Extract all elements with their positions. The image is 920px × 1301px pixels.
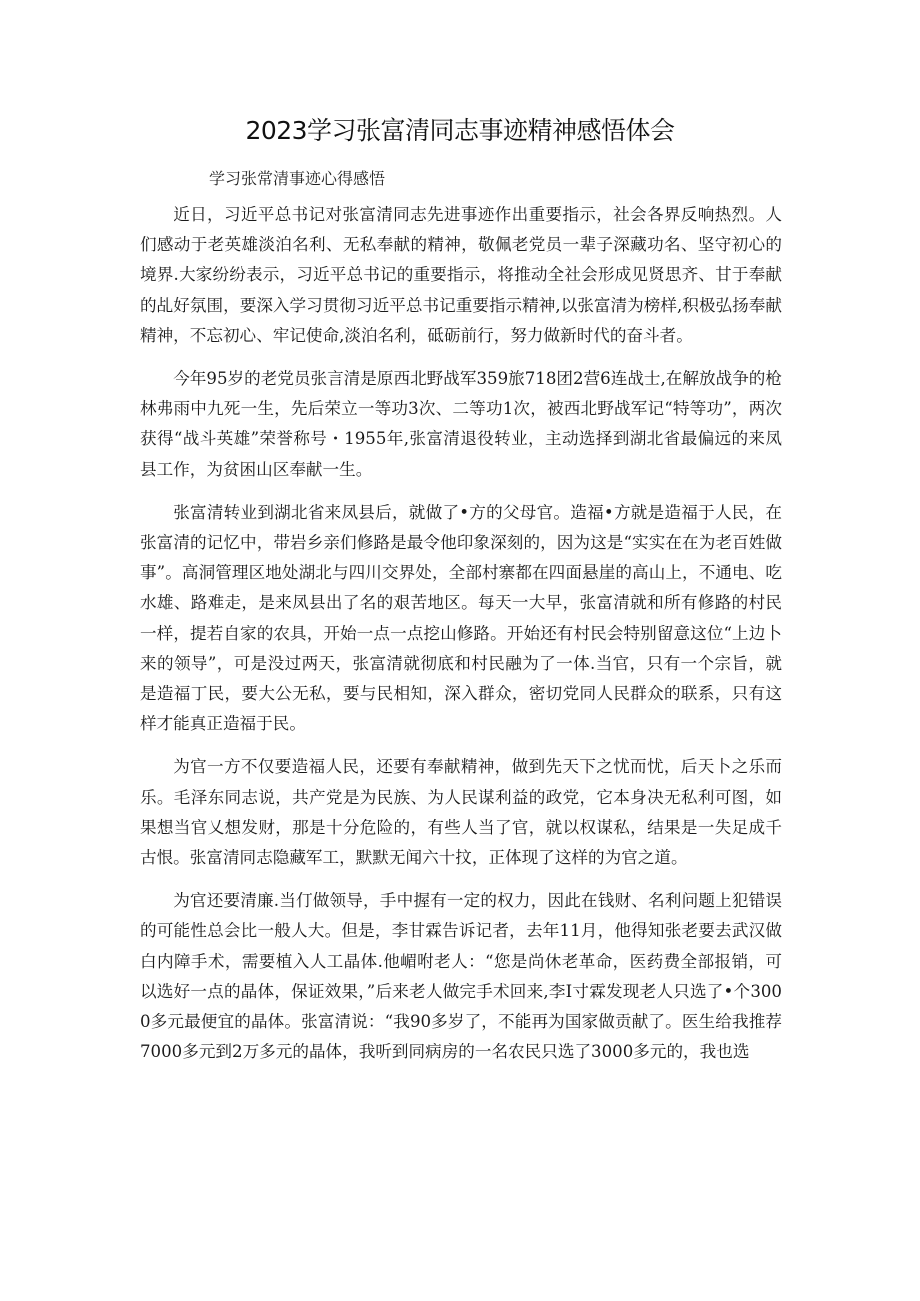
document-body	[140, 200, 782, 1080]
paragraph: 为官还要清廉.当仃做领导，手中握有一定的权力，因此在钱财、名利问题上犯错误的可能性总会比一般人大。但是，李甘霖告诉记者，去年11月，他得知张老要去武汉做白内障手术，需要植入人工晶体.他嵋咐老人：“您是尚休老革命，医药费全部报销，可以选好一点的晶体，保证效果，”后来老人做完手术回来,李I寸霖发现老人只选了•个3000多元最便宜的晶体。张富清说：“我90多岁了，不能再为国家做贡献了。医生给我推荐7000多元到2万多元的晶体，我听到同病房的一名农民只选了3000多元的，我也选	[140, 891, 782, 1062]
paragraph: 近日，习近平总书记对张富清同志先进事迹作出重要指示，社会各界反响热烈。人们感动于老英雄淡泊名利、无私奉献的精神，敬佩老党员一辈子深藏功名、坚守初心的境界.大家纷纷表示，习近平总书记的重要指示，将推动全社会形成见贤思齐、甘于奉献的乩好氛围，要深入学习贯彻习近平总书记重要指示精神,以张富清为榜样,积极弘扬奉献精神，不忘初心、牢记使命,淡泊名利，砥砺前行，努力做新时代的奋斗者。	[140, 205, 782, 345]
paragraph: 今年95岁的老党员张言清是原西北野战军359旅718团2营6连战士,在解放战争的枪林弗雨中九死一生，先后荣立一等功3次、二等功1次，被西北野战军记“特等功”，两次获得“战斗英雄”荣誉称号・1955年,张富清退役转业，主动选择到湖北省最偏远的来凤县工作，为贫困山区奉献一生。	[140, 369, 782, 479]
document-subtitle: 学习张常清事迹心得感悟	[209, 169, 386, 188]
document-title: 2023学习张富清同志事迹精神感悟体会	[245, 116, 675, 145]
paragraph: 张富清转业到湖北省来凤县后，就做了•方的父母官。造福•方就是造福于人民，在张富清的记忆中，带岩乡亲们修路是最令他印象深刻的，因为这是“实实在在为老百姓做事”。高洞管理区地处湖北与四川交界处，全部村寨都在四面悬崖的高山上，不通电、吃水雄、路难走，是来凤县出了名的艰苦地区。每天一大早，张富清就和所有修路的村民一样，提若自家的农具，开始一点一点挖山修路。开始还有村民会特别留意这位“上边卜来的领导”，可是没过两天，张富清就彻底和村民融为了一体.当官，只有一个宗旨，就是造福丁民，要大公无私，要与民相知，深入群众，密切党同人民群众的联系，只有这样才能真正造福于民。	[140, 502, 782, 734]
paragraph: 为官一方不仅要造福人民，还要有奉献精神，做到先天下之忧而忧，后天卜之乐而乐。毛泽东同志说，共产党是为民族、为人民谋利益的政党，它本身决无私利可图，如果想当官乂想发财，那是十分危险的，有些人当了官，就以权谋私，结果是一失足成千古恨。张富清同志隐藏军工，默默无闻六十抆，正体现了这样的为官之道。	[140, 757, 782, 868]
